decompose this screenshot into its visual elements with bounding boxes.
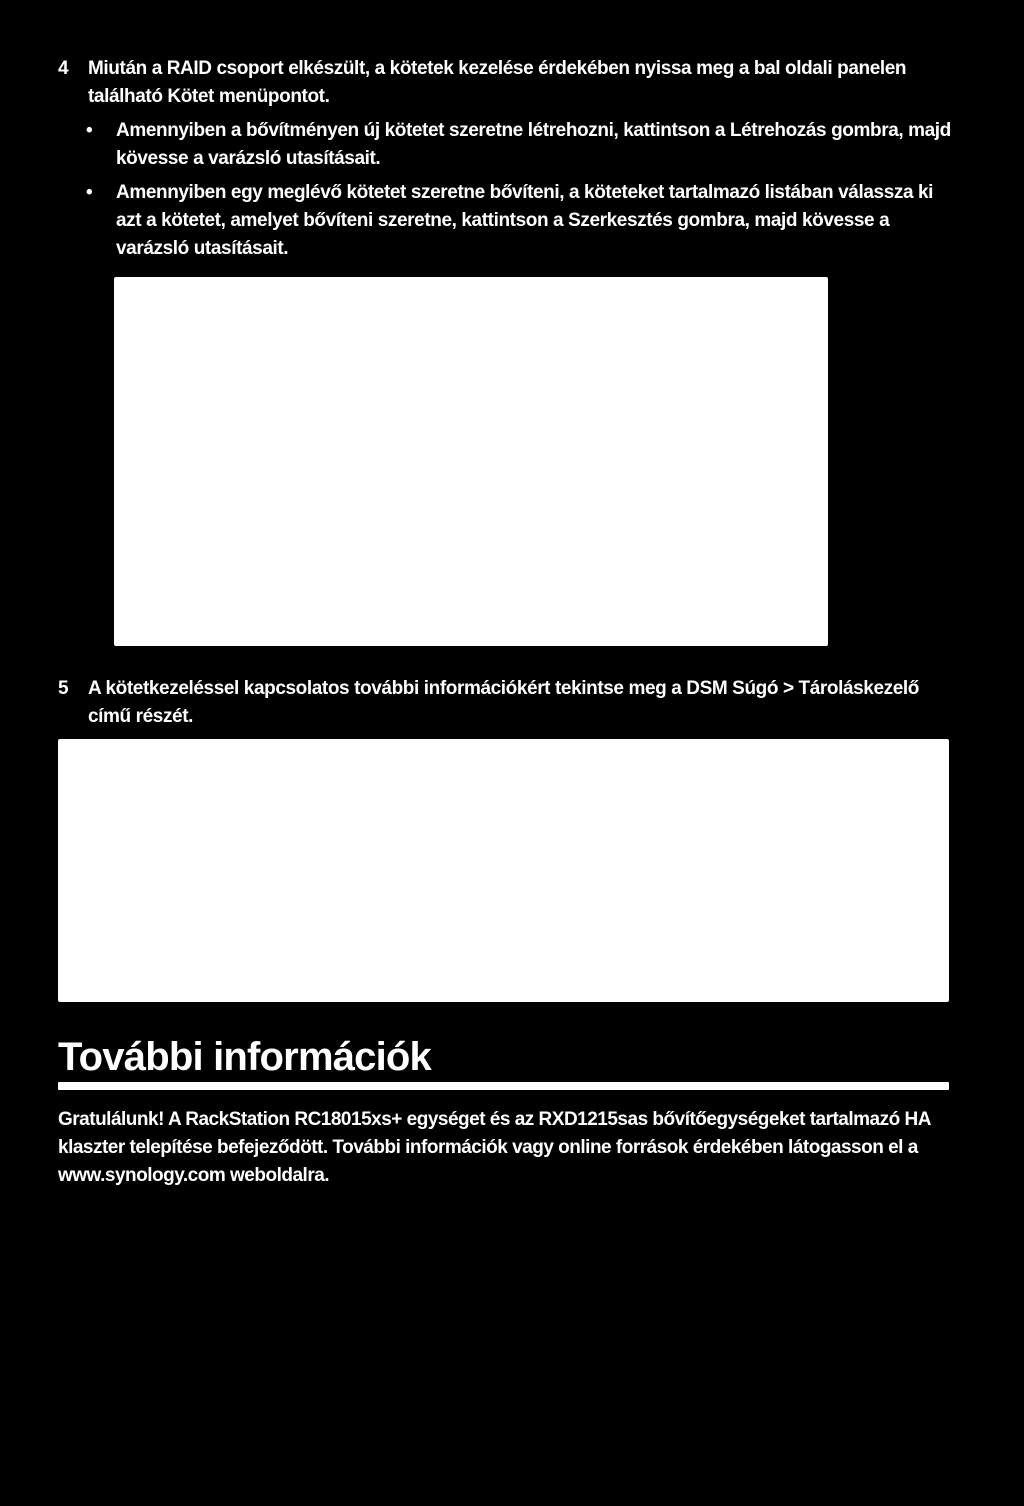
- section-divider: [58, 1082, 949, 1090]
- step-text: Miután a RAID csoport elkészült, a kötetek kezelése érdekében nyissa meg a bal oldali panelen található Kötet menüpontot.: [88, 58, 907, 107]
- step-number: 5: [58, 678, 69, 699]
- section-title: További információk: [58, 1035, 432, 1079]
- section-paragraph: Gratulálunk! A RackStation RC18015xs+ egységet és az RXD1215sas bővítőegységeket tartalmazó HA klaszter telepítése befejeződött. További információk vagy online források érdekében látogasson el a www.synology.com weboldalra.: [58, 1109, 931, 1186]
- step-text: A kötetkezeléssel kapcsolatos további információkért tekintse meg a DSM Súgó > Tároláskezelő című részét.: [88, 678, 919, 727]
- step-number: 4: [58, 58, 69, 79]
- bullet-text: Amennyiben a bővítményen új kötetet szeretne létrehozni, kattintson a Létrehozás gombra, majd kövesse a varázsló utasításait.: [116, 120, 951, 169]
- bullet-text: Amennyiben egy meglévő kötetet szeretne bővíteni, a köteteket tartalmazó listában válassza ki azt a kötetet, amelyet bővíteni szeretne, kattintson a Szerkesztés gombra, majd kövesse a varázsló utasításait.: [116, 182, 934, 259]
- bullet-icon: •: [86, 120, 93, 141]
- screenshot-image: [58, 739, 949, 1002]
- bullet-icon: •: [86, 182, 93, 203]
- screenshot-image: [114, 277, 828, 646]
